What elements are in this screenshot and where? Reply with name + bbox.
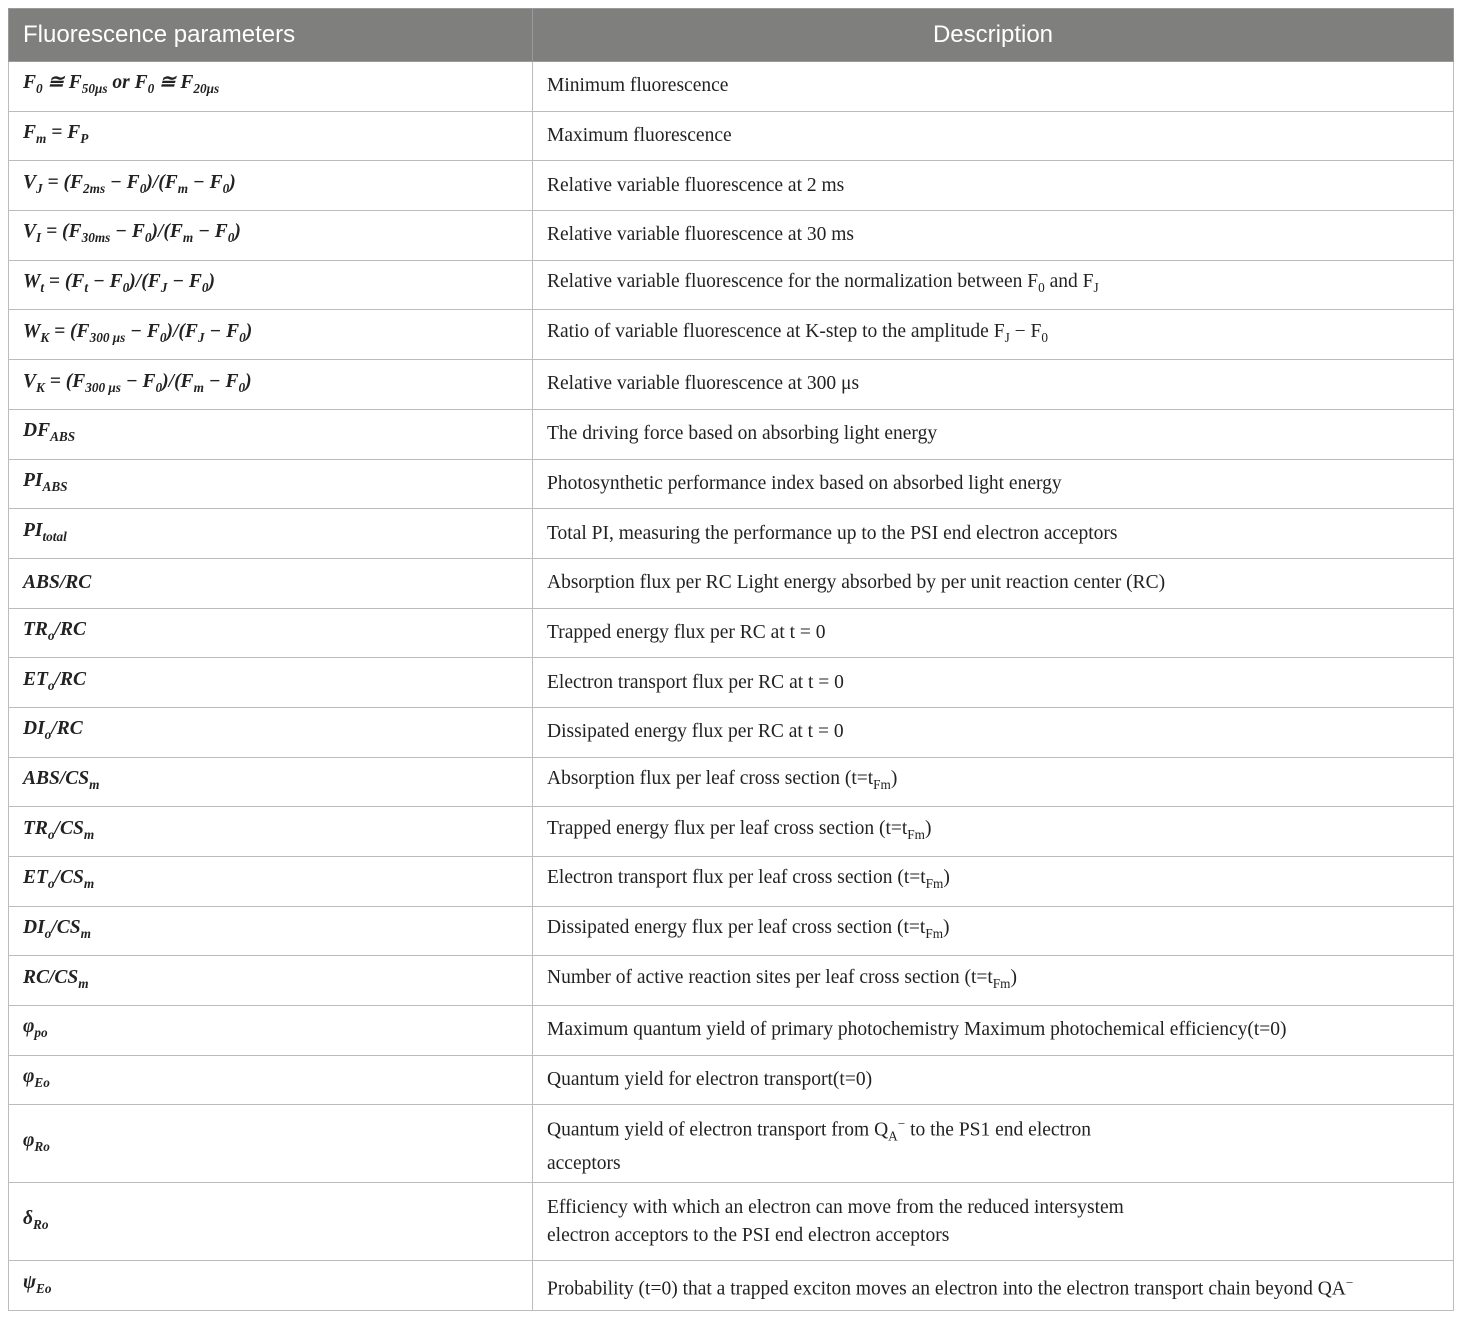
table-row	[9, 509, 1454, 559]
parameter-cell: $\varphi_{Ro}$	[9, 1105, 533, 1183]
description-cell: Relative variable fluorescence at 300 μs	[533, 360, 1454, 410]
table-row	[9, 111, 1454, 161]
table-row	[9, 1105, 1454, 1183]
table-row	[9, 608, 1454, 658]
table-row	[9, 459, 1454, 509]
table-row	[9, 62, 1454, 112]
description-cell: Probability (t=0) that a trapped exciton moves an electron into the electron transport chain beyond QA−	[533, 1261, 1454, 1311]
parameter-cell: $RC/CS_m$	[9, 956, 533, 1006]
description-cell: Absorption flux per leaf cross section $(t=t_{Fm})$	[533, 757, 1454, 807]
table-row	[9, 757, 1454, 807]
description-cell: The driving force based on absorbing light energy	[533, 409, 1454, 459]
parameter-cell: $V_J = (F_{2ms} - F_0)/(F_m - F_0)$	[9, 161, 533, 211]
table-row	[9, 857, 1454, 907]
description-cell: Maximum quantum yield of primary photochemistry Maximum photochemical efficiency(t=0)	[533, 1006, 1454, 1056]
parameter-cell: $\varphi_{Eo}$	[9, 1055, 533, 1105]
description-cell: Photosynthetic performance index based on absorbed light energy	[533, 459, 1454, 509]
parameter-cell: $PI_{ABS}$	[9, 459, 533, 509]
parameter-cell: $DI_o/RC$	[9, 707, 533, 757]
parameter-cell: $\psi_{Eo}$	[9, 1261, 533, 1311]
description-cell: Dissipated energy flux per leaf cross section $(t=t_{Fm})$	[533, 906, 1454, 956]
description-cell: Relative variable fluorescence for the normalization between $F_0$ and $F_J$	[533, 260, 1454, 310]
table-row	[9, 658, 1454, 708]
table-row	[9, 1261, 1454, 1311]
table-row	[9, 956, 1454, 1006]
parameter-cell: $W_K = (F_{300 \mu s} - F_0)/(F_J - F_0)$	[9, 310, 533, 360]
table-row	[9, 1183, 1454, 1261]
parameter-cell: $F_0$ ≅ $F_{50\mu s}$ or $F_0$ ≅ $F_{20\mu s}$	[9, 62, 533, 112]
header-row	[9, 9, 1454, 62]
header-description: Description	[533, 9, 1454, 62]
table-row	[9, 707, 1454, 757]
table-row	[9, 310, 1454, 360]
parameter-cell: $ET_o/CS_m$	[9, 857, 533, 907]
parameter-cell: $\varphi_{po}$	[9, 1006, 533, 1056]
parameter-cell: $PI_{total}$	[9, 509, 533, 559]
description-cell: Relative variable fluorescence at 30 ms	[533, 211, 1454, 261]
table-row	[9, 906, 1454, 956]
description-cell: Electron transport flux per RC at t = 0	[533, 658, 1454, 708]
parameter-cell: $\delta_{Ro}$	[9, 1183, 533, 1261]
table-row	[9, 161, 1454, 211]
description-cell: Quantum yield of electron transport from $Q_A^-$ to the PS1 end electron acceptors	[533, 1105, 1454, 1183]
table-row	[9, 260, 1454, 310]
description-cell: Quantum yield for electron transport(t=0)	[533, 1055, 1454, 1105]
table-row	[9, 807, 1454, 857]
table-row	[9, 1006, 1454, 1056]
description-cell: Maximum fluorescence	[533, 111, 1454, 161]
table-row	[9, 211, 1454, 261]
parameter-cell: $W_t = (F_t - F_0)/(F_J - F_0)$	[9, 260, 533, 310]
parameter-cell: $ET_o/RC$	[9, 658, 533, 708]
description-cell: Trapped energy flux per leaf cross section $(t=t_{Fm})$	[533, 807, 1454, 857]
parameter-cell: $DF_{ABS}$	[9, 409, 533, 459]
description-cell: Trapped energy flux per RC at t = 0	[533, 608, 1454, 658]
parameter-cell: $TR_o/RC$	[9, 608, 533, 658]
table-row	[9, 409, 1454, 459]
table-row	[9, 360, 1454, 410]
table-row	[9, 1055, 1454, 1105]
parameter-cell: ABS/$CS_m$	[9, 757, 533, 807]
table-row	[9, 558, 1454, 608]
description-cell: Ratio of variable fluorescence at K-step to the amplitude $F_J - F_0$	[533, 310, 1454, 360]
parameter-cell: ABS/RC	[9, 558, 533, 608]
parameters-table	[8, 8, 1454, 1311]
description-cell: Efficiency with which an electron can move from the reduced intersystem electron acceptors to the PSI end electron acceptors	[533, 1183, 1454, 1261]
parameter-cell: $TR_o/CS_m$	[9, 807, 533, 857]
parameter-cell: $F_m = F_P$	[9, 111, 533, 161]
description-cell: Number of active reaction sites per leaf cross section $(t=t_{Fm})$	[533, 956, 1454, 1006]
parameter-cell: $V_K = (F_{300 \mu s} - F_0)/(F_m - F_0)$	[9, 360, 533, 410]
description-cell: Absorption flux per RC Light energy absorbed by per unit reaction center (RC)	[533, 558, 1454, 608]
header-parameters: Fluorescence parameters	[9, 9, 533, 62]
description-cell: Dissipated energy flux per RC at t = 0	[533, 707, 1454, 757]
description-cell: Minimum fluorescence	[533, 62, 1454, 112]
parameter-cell: $DI_o/CS_m$	[9, 906, 533, 956]
parameter-cell: $V_I = (F_{30ms} - F_0)/(F_m - F_0)$	[9, 211, 533, 261]
description-cell: Electron transport flux per leaf cross section $(t=t_{Fm})$	[533, 857, 1454, 907]
description-cell: Total PI, measuring the performance up to the PSI end electron acceptors	[533, 509, 1454, 559]
table-body	[9, 62, 1454, 1311]
description-cell: Relative variable fluorescence at 2 ms	[533, 161, 1454, 211]
